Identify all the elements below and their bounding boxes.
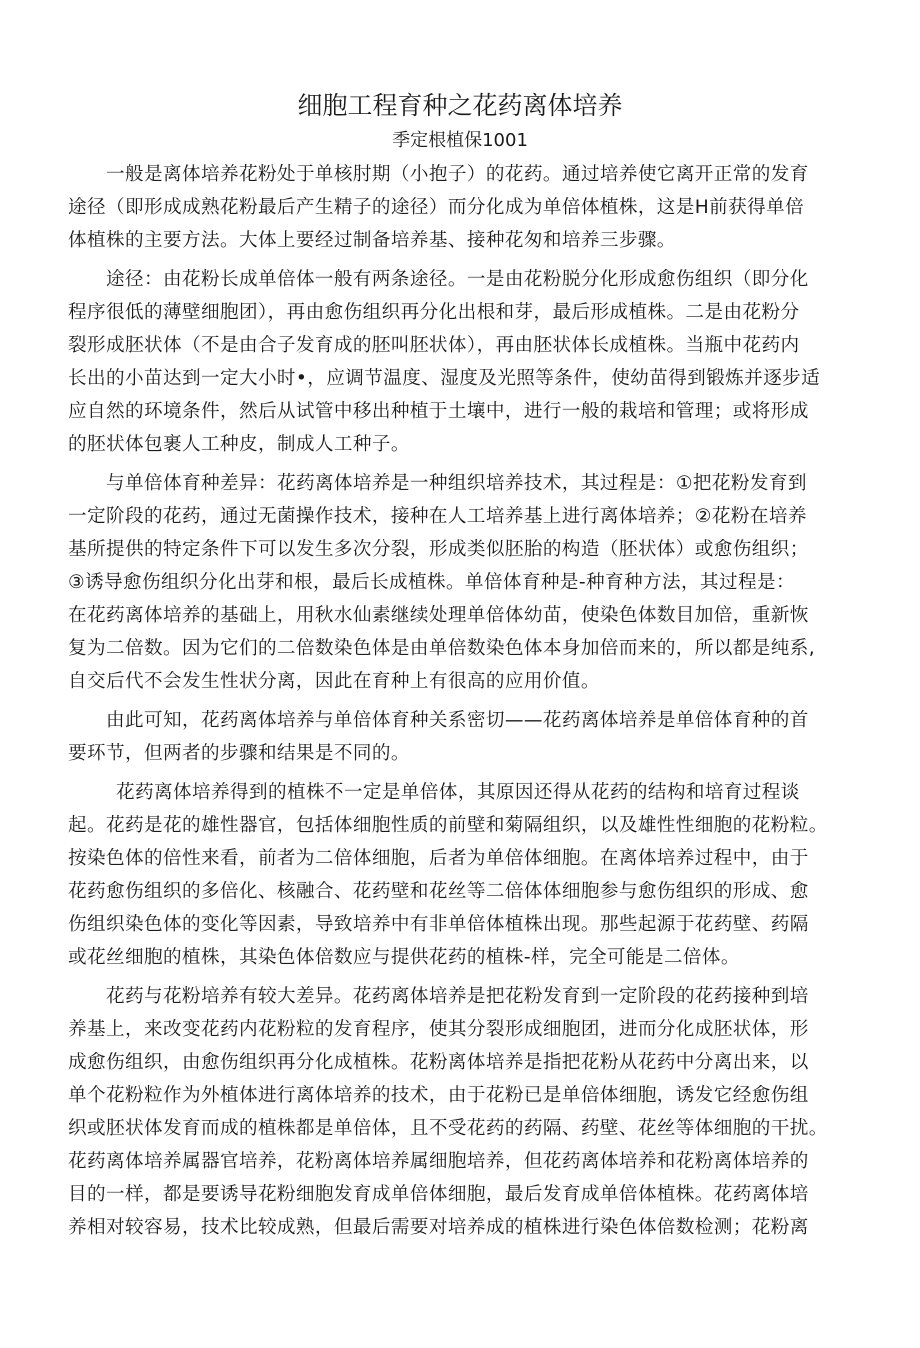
document-author: 季定根植保1001 <box>392 130 528 151</box>
paragraph-line: 自交后代不会发生性状分离，因此在育种上有很高的应用价值。 <box>68 671 600 692</box>
paragraph <box>68 158 852 257</box>
document-page <box>68 88 852 1250</box>
document-title: 细胞工程育种之花药离体培养 <box>297 91 623 120</box>
paragraph-line: 由此可知，花药离体培养与单倍体育种关系密切——花药离体培养是单倍体育种的首 <box>106 710 809 731</box>
paragraph-line: 花药离体培养得到的植株不一定是单倍体，其原因还得从花药的结构和培育过程谈 <box>116 782 800 803</box>
paragraph-line: 的胚状体包裹人工种皮，制成人工种子。 <box>68 434 410 455</box>
paragraph <box>68 776 852 974</box>
paragraph-line: 与单倍体育种差异：花药离体培养是一种组织培养技术，其过程是：①把花粉发育到 <box>106 473 807 494</box>
paragraph-line: 伤组织染色体的变化等因素，导致培养中有非单倍体植株出现。那些起源于花药壁、药隔 <box>68 914 809 935</box>
paragraph-line: 目的一样，都是要诱导花粉细胞发育成单倍体细胞，最后发育成单倍体植株。花药离体培 <box>68 1184 809 1205</box>
paragraph-line: 单个花粉粒作为外植体进行离体培养的技术，由于花粉已是单倍体细胞，诱发它经愈伤组 <box>68 1085 809 1106</box>
paragraph-line: 长出的小苗达到一定大小时•，应调节温度、湿度及光照等条件，使幼苗得到锻炼并逐步适 <box>68 368 821 389</box>
paragraph-line: 体植株的主要方法。大体上要经过制备培养基、接种花匆和培养三步骤。 <box>68 230 676 251</box>
paragraph-line: 复为二倍数。因为它们的二倍数染色体是由单倍数染色体本身加倍而来的，所以都是纯系, <box>68 638 816 659</box>
paragraph-line: 养相对较容易，技术比较成熟，但最后需要对培养成的植株进行染色体倍数检测；花粉离 <box>68 1217 809 1238</box>
paragraph-line: 成愈伤组织，由愈伤组织再分化成植株。花粉离体培养是指把花粉从花药中分离出来，以 <box>68 1052 809 1073</box>
paragraph-line: 或花丝细胞的植株，其染色体倍数应与提供花药的植株-样，完全可能是二倍体。 <box>68 947 740 968</box>
paragraph-line: 应自然的环境条件，然后从试管中移出种植于土壤中，进行一般的栽培和管理；或将形成 <box>68 401 809 422</box>
paragraph <box>68 467 852 698</box>
paragraph-line: 途径（即形成成熟花粉最后产生精子的途径）而分化成为单倍体植株，这是H前获得单倍 <box>68 197 805 218</box>
paragraph-line: 要环节，但两者的步骤和结果是不同的。 <box>68 743 410 764</box>
paragraph-line: 起。花药是花的雄性器官，包括体细胞性质的前壁和菊隔组织，以及雄性性细胞的花粉粒。 <box>68 815 828 836</box>
paragraph-line: 织或胚状体发育而成的植株都是单倍体，且不受花药的药隔、药壁、花丝等体细胞的干扰。 <box>68 1118 828 1139</box>
paragraph-line: 途径：由花粉长成单倍体一般有两条途径。一是由花粉脱分化形成愈伤组织（即分化 <box>106 269 809 290</box>
document-body <box>68 158 852 1244</box>
paragraph <box>68 704 852 770</box>
paragraph-line: 在花药离体培养的基础上，用秋水仙素继续处理单倍体幼苗，使染色体数目加倍，重新恢 <box>68 605 809 626</box>
paragraph <box>68 980 852 1244</box>
paragraph-line: 按染色体的倍性来看，前者为二倍体细胞，后者为单倍体细胞。在离体培养过程中，由于 <box>68 848 809 869</box>
paragraph-line: 花药与花粉培养有较大差异。花药离体培养是把花粉发育到一定阶段的花药接种到培 <box>106 986 809 1007</box>
paragraph-line: 基所提供的特定条件下可以发生多次分裂，形成类似胚胎的构造（胚状体）或愈伤组织； <box>68 539 809 560</box>
paragraph-line: 一般是离体培养花粉处于单核肘期（小抱子）的花药。通过培养使它离开正常的发育 <box>106 164 809 185</box>
paragraph-line: 花药离体培养属器官培养，花粉离体培养属细胞培养，但花药离体培养和花粉离体培养的 <box>68 1151 809 1172</box>
paragraph-line: 一定阶段的花药，通过无菌操作技术，接种在人工培养基上进行离体培养；②花粉在培养 <box>68 506 807 527</box>
paragraph-line: 养基上，来改变花药内花粉粒的发育程序，使其分裂形成细胞团，进而分化成胚状体，形 <box>68 1019 809 1040</box>
paragraph-line: ③诱导愈伤组织分化出芽和根，最后长成植株。单倍体育种是-种育种方法，其过程是： <box>68 572 795 593</box>
paragraph-line: 裂形成胚状体（不是由合子发育成的胚叫胚状体），再由胚状体长成植株。当瓶中花药内 <box>68 335 800 356</box>
paragraph-line: 程序很低的薄壁细胞团），再由愈伤组织再分化出根和芽，最后形成植株。二是由花粉分 <box>68 302 800 323</box>
paragraph <box>68 263 852 461</box>
paragraph-line: 花药愈伤组织的多倍化、核融合、花药壁和花丝等二倍体体细胞参与愈伤组织的形成、愈 <box>68 881 809 902</box>
